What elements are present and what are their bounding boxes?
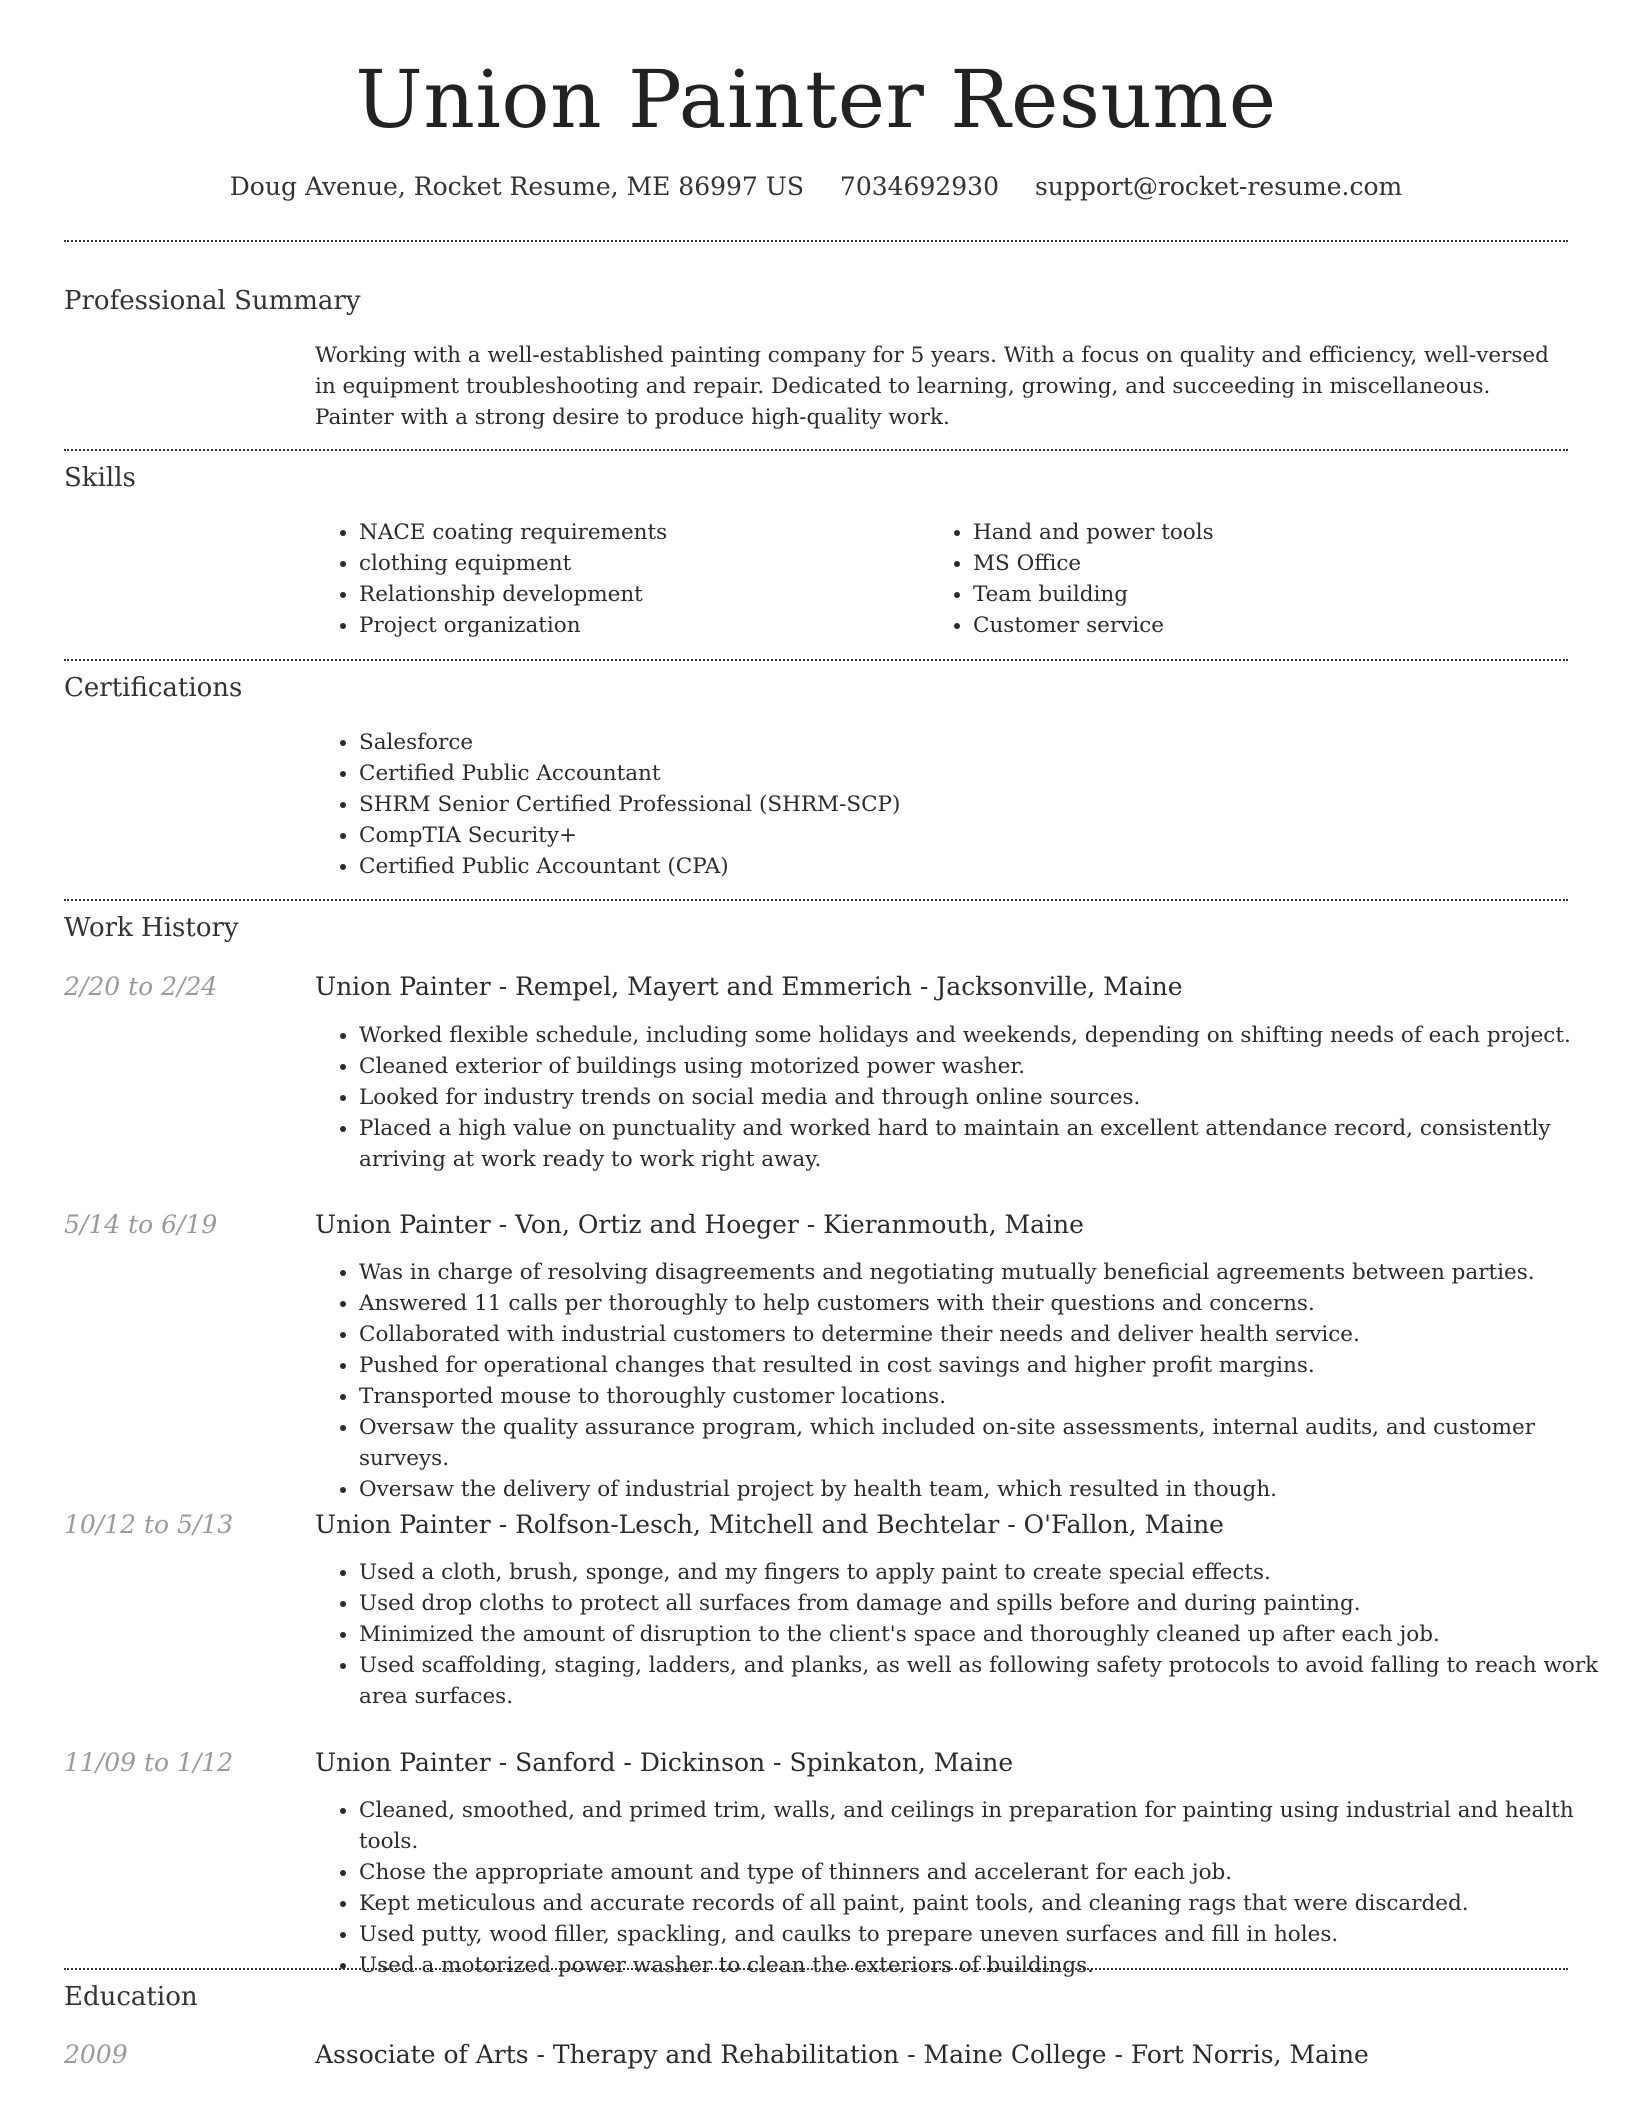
job-dates: 11/09 to 1/12: [64, 1748, 234, 1777]
certification-item: • Salesforce: [359, 727, 1559, 758]
job-bullet: • Used a cloth, brush, sponge, and my fingers to apply paint to create special effects.: [359, 1557, 1599, 1588]
job-dates: 10/12 to 5/13: [64, 1510, 234, 1539]
section-title-skills: Skills: [64, 463, 136, 493]
job-dates: 2/20 to 2/24: [64, 972, 218, 1001]
section-title-certifications: Certifications: [64, 673, 243, 703]
divider: [64, 1968, 1568, 1970]
job-bullet: • Pushed for operational changes that resulted in cost savings and higher profit margins.: [359, 1350, 1599, 1381]
job-bullet: • Oversaw the quality assurance program, which included on-site assessments, internal audits, and customer surveys.: [359, 1412, 1599, 1474]
job-bullet: • Worked flexible schedule, including some holidays and weekends, depending on shifting needs of each project.: [359, 1020, 1599, 1051]
job-bullets: [315, 1795, 1599, 1981]
job-bullet: • Used scaffolding, staging, ladders, and planks, as well as following safety protocols to avoid falling to reach work area surfaces.: [359, 1650, 1599, 1712]
divider: [64, 240, 1568, 242]
job-dates: 5/14 to 6/19: [64, 1210, 218, 1239]
job-bullet: • Oversaw the delivery of industrial project by health team, which resulted in though.: [359, 1474, 1599, 1505]
skills-list-left: [315, 517, 919, 641]
certification-item: • CompTIA Security+: [359, 820, 1559, 851]
certifications-list: [315, 727, 1559, 882]
job-bullet: • Used drop cloths to protect all surfaces from damage and spills before and during painting.: [359, 1588, 1599, 1619]
certification-item: • SHRM Senior Certified Professional (SHRM-SCP): [359, 789, 1559, 820]
job-title: Union Painter - Rempel, Mayert and Emmerich - Jacksonville, Maine: [315, 972, 1183, 1001]
job-bullet: • Minimized the amount of disruption to the client's space and thoroughly cleaned up after each job.: [359, 1619, 1599, 1650]
certification-item: • Certified Public Accountant: [359, 758, 1559, 789]
job-bullets: [315, 1020, 1599, 1175]
job-bullet: • Used a motorized power washer to clean the exteriors of buildings.: [359, 1950, 1599, 1981]
job-bullet: • Cleaned exterior of buildings using motorized power washer.: [359, 1051, 1599, 1082]
job-bullet: • Was in charge of resolving disagreements and negotiating mutually beneficial agreements between parties.: [359, 1257, 1599, 1288]
skill-item: • MS Office: [973, 548, 1573, 579]
divider: [64, 449, 1568, 451]
job-bullet: • Placed a high value on punctuality and worked hard to maintain an excellent attendance record, consistently arriving at work ready to work right away.: [359, 1113, 1599, 1175]
job-bullet: • Answered 11 calls per thoroughly to help customers with their questions and concerns.: [359, 1288, 1599, 1319]
section-title-summary: Professional Summary: [64, 286, 361, 316]
section-title-work-history: Work History: [64, 913, 239, 943]
education-title: Associate of Arts - Therapy and Rehabilitation - Maine College - Fort Norris, Maine: [315, 2040, 1369, 2069]
contact-line: [0, 170, 1632, 204]
certification-item: • Certified Public Accountant (CPA): [359, 851, 1559, 882]
skill-item: • Hand and power tools: [973, 517, 1573, 548]
job-bullet: • Transported mouse to thoroughly customer locations.: [359, 1381, 1599, 1412]
job-bullet: • Collaborated with industrial customers to determine their needs and deliver health service.: [359, 1319, 1599, 1350]
skill-item: • Project organization: [359, 610, 919, 641]
job-bullet: • Cleaned, smoothed, and primed trim, walls, and ceilings in preparation for painting using industrial and health tools.: [359, 1795, 1599, 1857]
divider: [64, 899, 1568, 901]
summary-text: Working with a well-established painting company for 5 years. With a focus on quality and efficiency, well-versed in equipment troubleshooting and repair. Dedicated to learning, growing, and succeeding in miscellaneous. Painter with a strong desire to produce high-quality work.: [315, 343, 1549, 430]
contact-address: Doug Avenue, Rocket Resume, ME 86997 US: [229, 172, 804, 201]
skill-item: • NACE coating requirements: [359, 517, 919, 548]
divider: [64, 659, 1568, 661]
job-bullets: [315, 1257, 1599, 1505]
skill-item: • Customer service: [973, 610, 1573, 641]
contact-email: support@rocket-resume.com: [1034, 172, 1403, 201]
skill-item: • Team building: [973, 579, 1573, 610]
resume-title: Union Painter Resume: [355, 53, 1277, 146]
contact-phone: 7034692930: [839, 172, 999, 201]
skill-item: • Relationship development: [359, 579, 919, 610]
education-year: 2009: [64, 2040, 128, 2069]
job-title: Union Painter - Sanford - Dickinson - Spinkaton, Maine: [315, 1748, 1014, 1777]
job-bullet: • Used putty, wood filler, spackling, and caulks to prepare uneven surfaces and fill in holes.: [359, 1919, 1599, 1950]
section-title-education: Education: [64, 1982, 198, 2012]
job-title: Union Painter - Rolfson-Lesch, Mitchell and Bechtelar - O'Fallon, Maine: [315, 1510, 1224, 1539]
job-bullet: • Looked for industry trends on social media and through online sources.: [359, 1082, 1599, 1113]
job-title: Union Painter - Von, Ortiz and Hoeger - Kieranmouth, Maine: [315, 1210, 1084, 1239]
job-bullet: • Kept meticulous and accurate records of all paint, paint tools, and cleaning rags that were discarded.: [359, 1888, 1599, 1919]
skill-item: • clothing equipment: [359, 548, 919, 579]
job-bullets: [315, 1557, 1599, 1712]
skills-list-right: [929, 517, 1573, 641]
job-bullet: • Chose the appropriate amount and type of thinners and accelerant for each job.: [359, 1857, 1599, 1888]
